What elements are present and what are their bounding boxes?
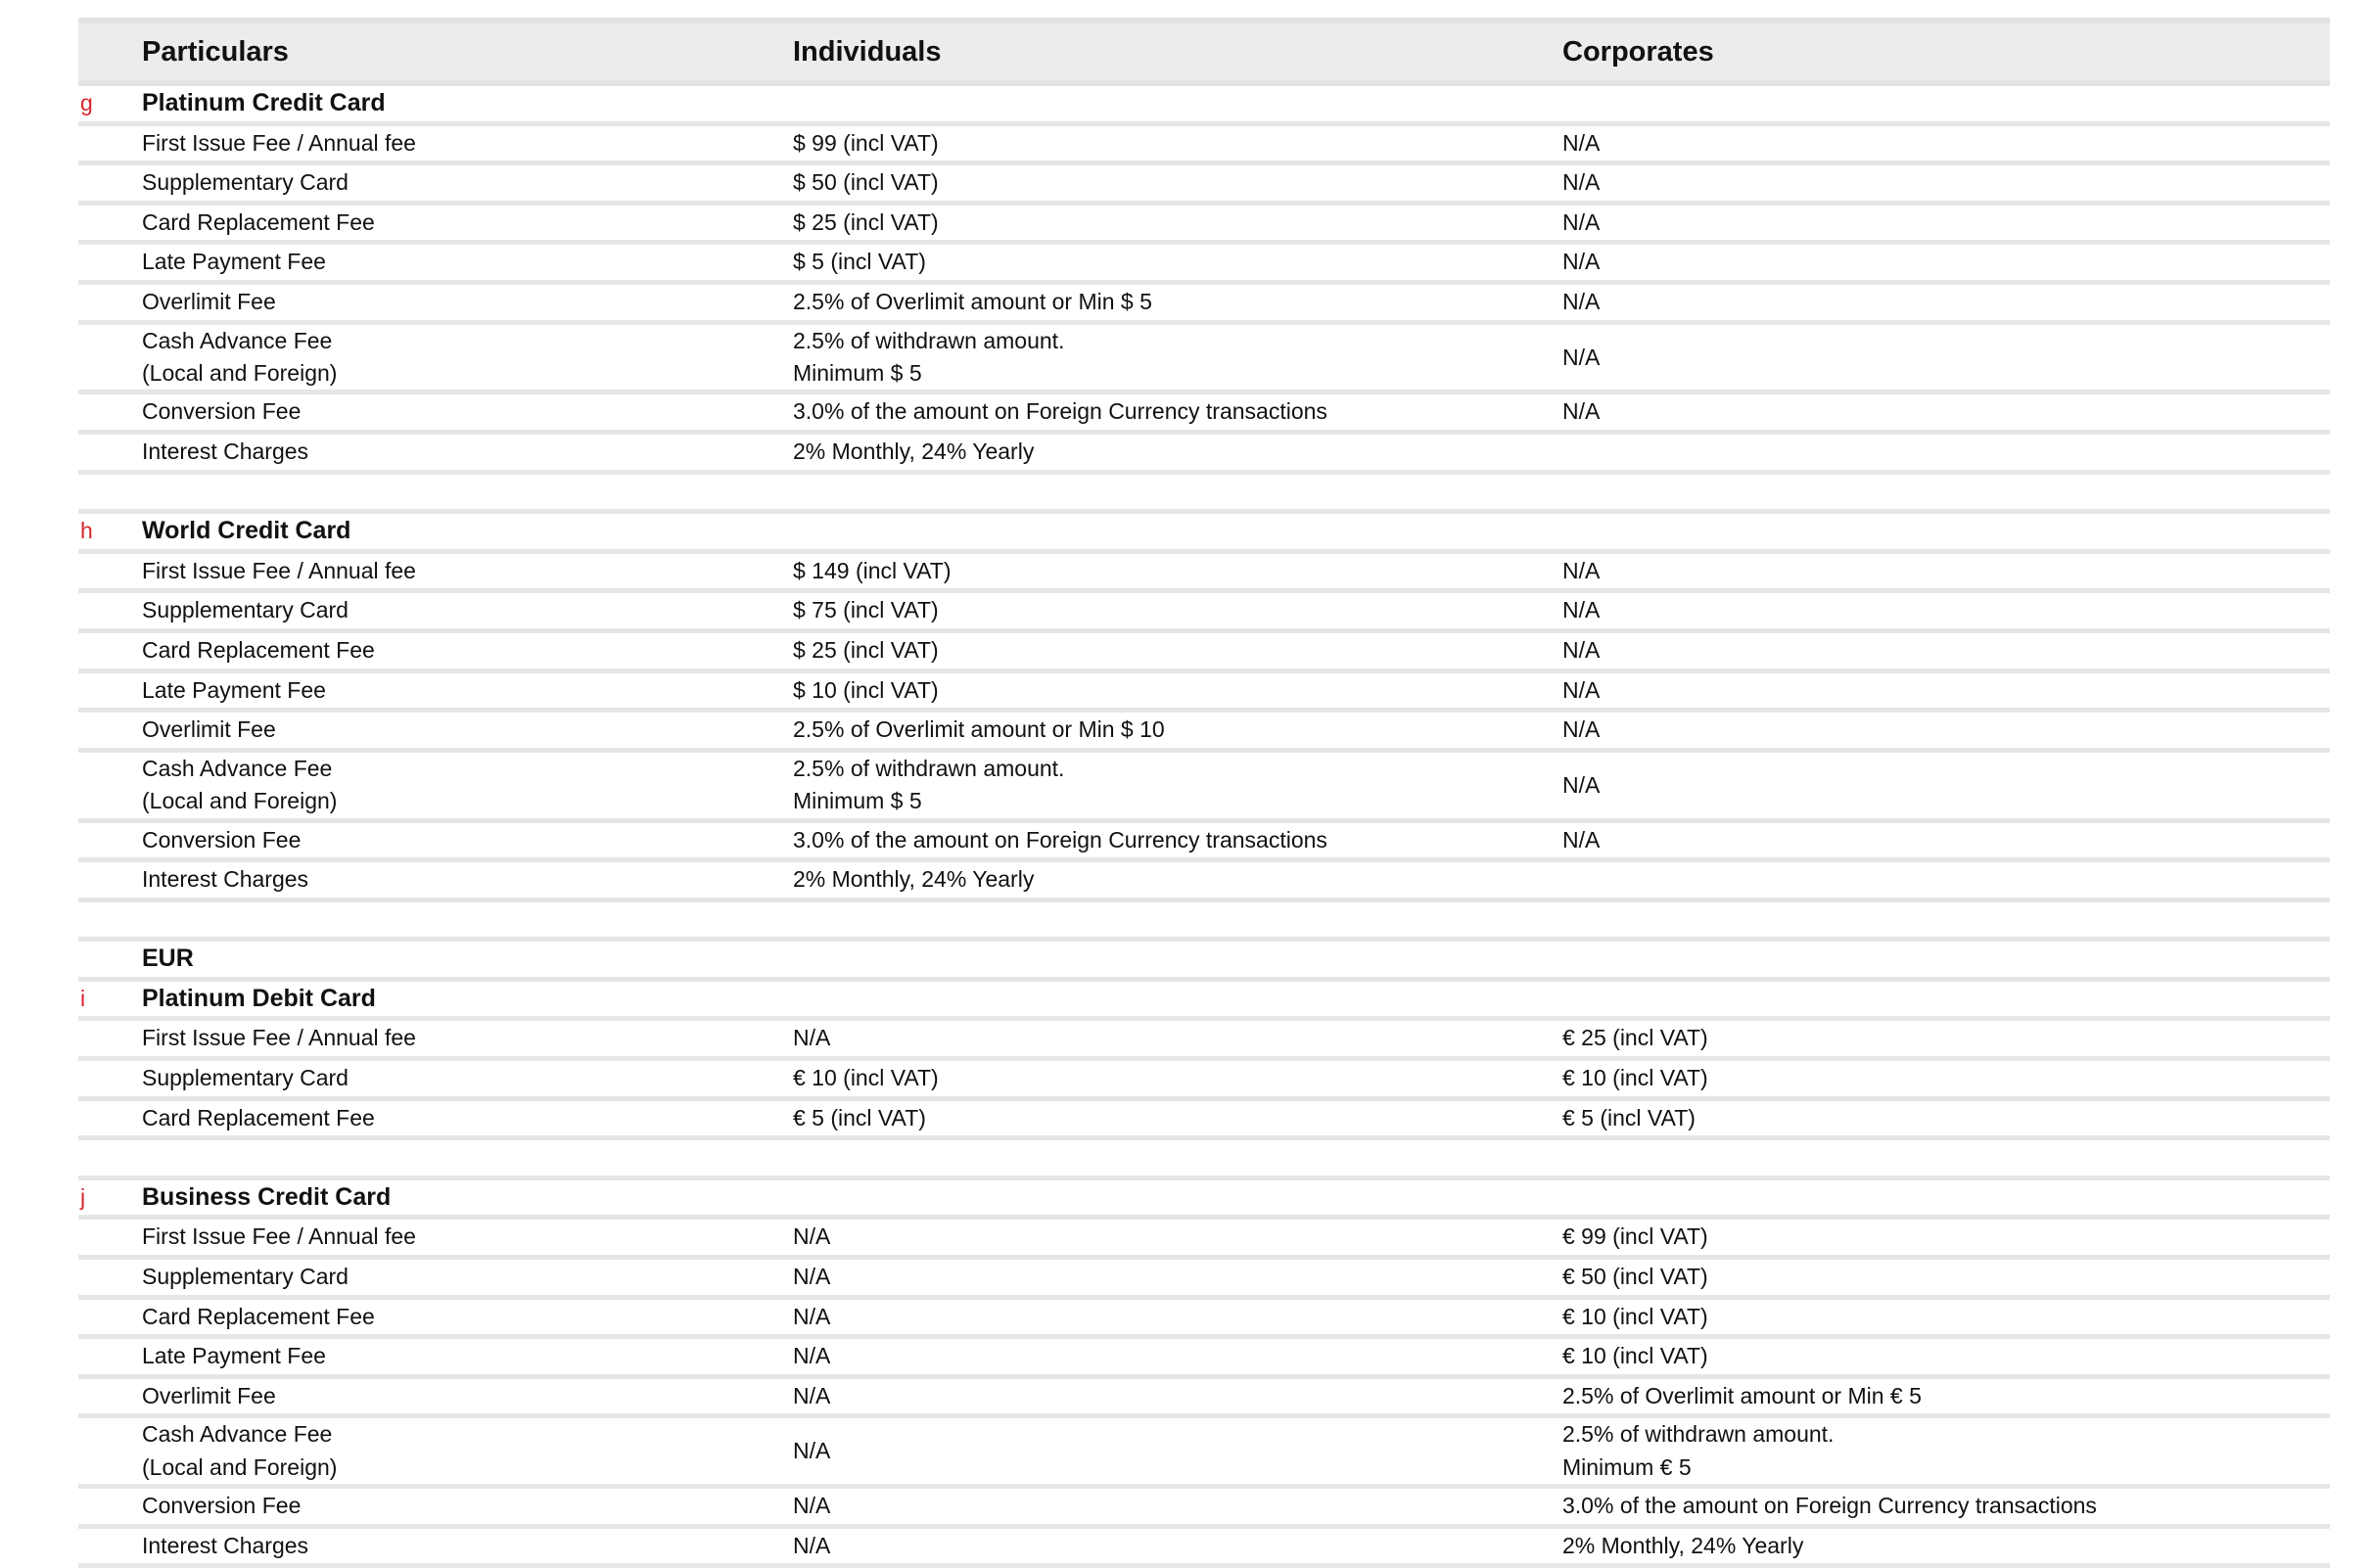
particular-cell-line: Cash Advance Fee bbox=[142, 327, 333, 353]
table-row bbox=[78, 633, 2330, 673]
corporates-cell: N/A bbox=[1562, 636, 1601, 663]
individuals-cell: 2% Monthly, 24% Yearly bbox=[793, 438, 1035, 464]
individuals-cell-line: 2.5% of withdrawn amount. bbox=[793, 327, 1065, 353]
corporates-cell: € 50 (incl VAT) bbox=[1562, 1264, 1708, 1290]
table-row bbox=[78, 1101, 2330, 1141]
table-row bbox=[78, 673, 2330, 714]
section-letter: g bbox=[80, 90, 93, 115]
particular-cell: Conversion Fee bbox=[142, 398, 302, 425]
table-row bbox=[78, 1418, 2330, 1489]
corporates-cell-line: Minimum € 5 bbox=[1562, 1453, 1692, 1480]
particular-cell: Late Payment Fee bbox=[142, 249, 326, 275]
corporates-cell: € 25 (incl VAT) bbox=[1562, 1025, 1708, 1051]
corporates-cell: N/A bbox=[1562, 288, 1601, 314]
particular-cell: Conversion Fee bbox=[142, 1493, 302, 1519]
individuals-cell-line: Minimum $ 5 bbox=[793, 359, 922, 386]
section-letter: j bbox=[80, 1183, 86, 1210]
section-header-row bbox=[78, 942, 2330, 982]
section-header-row bbox=[78, 1180, 2330, 1221]
particular-cell bbox=[142, 753, 827, 818]
individuals-cell: $ 25 (incl VAT) bbox=[793, 636, 939, 663]
table-row bbox=[78, 126, 2330, 166]
particular-cell: Interest Charges bbox=[142, 1532, 309, 1558]
table-row bbox=[78, 435, 2330, 475]
corporates-cell: N/A bbox=[1562, 129, 1601, 156]
corporates-cell: N/A bbox=[1562, 398, 1601, 425]
corporates-cell: € 5 (incl VAT) bbox=[1562, 1104, 1696, 1130]
particular-cell: Interest Charges bbox=[142, 438, 309, 464]
individuals-cell: N/A bbox=[793, 1223, 831, 1250]
section-title: EUR bbox=[142, 945, 194, 973]
individuals-cell: 3.0% of the amount on Foreign Currency transactions bbox=[793, 826, 1327, 853]
corporates-cell: N/A bbox=[1562, 771, 1601, 798]
particular-cell: First Issue Fee / Annual fee bbox=[142, 129, 416, 156]
table-row bbox=[78, 593, 2330, 633]
particular-cell: Card Replacement Fee bbox=[142, 1303, 375, 1329]
section-header-row bbox=[78, 982, 2330, 1022]
individuals-cell bbox=[793, 325, 1537, 391]
particular-cell: Overlimit Fee bbox=[142, 288, 276, 314]
individuals-cell-line: Minimum $ 5 bbox=[793, 788, 922, 814]
table-row bbox=[78, 1260, 2330, 1300]
individuals-cell-line: 2.5% of withdrawn amount. bbox=[793, 755, 1065, 781]
table-row bbox=[78, 862, 2330, 902]
particular-cell: Supplementary Card bbox=[142, 1264, 349, 1290]
table-row bbox=[78, 1339, 2330, 1379]
individuals-cell: N/A bbox=[793, 1493, 831, 1519]
particular-cell: Conversion Fee bbox=[142, 826, 302, 853]
spacer-row bbox=[78, 475, 2330, 515]
particular-cell: Late Payment Fee bbox=[142, 676, 326, 703]
spacer-row bbox=[78, 902, 2330, 943]
spacer-row bbox=[78, 1140, 2330, 1180]
individuals-cell bbox=[793, 753, 1537, 818]
corporates-cell: N/A bbox=[1562, 597, 1601, 623]
individuals-cell: N/A bbox=[793, 1343, 831, 1369]
header-corporates: Corporates bbox=[1562, 36, 1714, 68]
section-title: Business Credit Card bbox=[142, 1182, 392, 1211]
individuals-cell: $ 99 (incl VAT) bbox=[793, 129, 939, 156]
section-header-row bbox=[78, 86, 2330, 126]
table-row bbox=[78, 823, 2330, 863]
individuals-cell: $ 149 (incl VAT) bbox=[793, 557, 952, 583]
corporates-cell: N/A bbox=[1562, 249, 1601, 275]
table-row bbox=[78, 753, 2330, 823]
corporates-cell: N/A bbox=[1562, 676, 1601, 703]
particular-cell: Late Payment Fee bbox=[142, 1343, 326, 1369]
fee-table bbox=[78, 18, 2330, 1568]
particular-cell: Overlimit Fee bbox=[142, 1382, 276, 1408]
corporates-cell: € 10 (incl VAT) bbox=[1562, 1303, 1708, 1329]
particular-cell-line: (Local and Foreign) bbox=[142, 1453, 338, 1480]
particular-cell: First Issue Fee / Annual fee bbox=[142, 1025, 416, 1051]
particular-cell-line: Cash Advance Fee bbox=[142, 755, 333, 781]
individuals-cell: N/A bbox=[793, 1264, 831, 1290]
particular-cell-line: (Local and Foreign) bbox=[142, 359, 338, 386]
header-particulars: Particulars bbox=[142, 36, 289, 68]
corporates-cell: N/A bbox=[1562, 208, 1601, 235]
particular-cell: Supplementary Card bbox=[142, 1065, 349, 1091]
particular-cell: Overlimit Fee bbox=[142, 716, 276, 743]
particular-cell bbox=[142, 325, 827, 391]
section-title: Platinum Credit Card bbox=[142, 89, 386, 116]
table-row bbox=[78, 1489, 2330, 1529]
table-row bbox=[78, 554, 2330, 594]
particular-cell: Card Replacement Fee bbox=[142, 636, 375, 663]
table-row bbox=[78, 285, 2330, 325]
individuals-cell: $ 25 (incl VAT) bbox=[793, 208, 939, 235]
corporates-cell: € 10 (incl VAT) bbox=[1562, 1343, 1708, 1369]
individuals-cell: 2.5% of Overlimit amount or Min $ 5 bbox=[793, 288, 1152, 314]
individuals-cell: $ 10 (incl VAT) bbox=[793, 676, 939, 703]
individuals-cell: 2.5% of Overlimit amount or Min $ 10 bbox=[793, 716, 1165, 743]
corporates-cell: N/A bbox=[1562, 557, 1601, 583]
header-individuals: Individuals bbox=[793, 36, 942, 68]
individuals-cell: N/A bbox=[793, 1025, 831, 1051]
particular-cell: Interest Charges bbox=[142, 866, 309, 893]
corporates-cell: N/A bbox=[1562, 826, 1601, 853]
table-row bbox=[78, 1021, 2330, 1061]
table-row bbox=[78, 245, 2330, 285]
table-header-row bbox=[78, 18, 2330, 86]
particular-cell: Supplementary Card bbox=[142, 169, 349, 196]
particular-cell bbox=[142, 1418, 827, 1484]
table-row bbox=[78, 1529, 2330, 1568]
corporates-cell bbox=[1562, 1418, 2326, 1484]
particular-cell-line: Cash Advance Fee bbox=[142, 1421, 333, 1448]
individuals-cell: N/A bbox=[793, 1532, 831, 1558]
table-row bbox=[78, 165, 2330, 206]
particular-cell-line: (Local and Foreign) bbox=[142, 788, 338, 814]
table-row bbox=[78, 713, 2330, 753]
individuals-cell: N/A bbox=[793, 1438, 831, 1464]
corporates-cell: 2% Monthly, 24% Yearly bbox=[1562, 1532, 1804, 1558]
corporates-cell: 2.5% of Overlimit amount or Min € 5 bbox=[1562, 1382, 1922, 1408]
particular-cell: Card Replacement Fee bbox=[142, 1104, 375, 1130]
table-row bbox=[78, 1300, 2330, 1340]
table-row bbox=[78, 206, 2330, 246]
individuals-cell: $ 75 (incl VAT) bbox=[793, 597, 939, 623]
individuals-cell: € 5 (incl VAT) bbox=[793, 1104, 926, 1130]
individuals-cell: N/A bbox=[793, 1303, 831, 1329]
corporates-cell: N/A bbox=[1562, 169, 1601, 196]
corporates-cell: € 99 (incl VAT) bbox=[1562, 1223, 1708, 1250]
corporates-cell-line: 2.5% of withdrawn amount. bbox=[1562, 1421, 1835, 1448]
individuals-cell: $ 5 (incl VAT) bbox=[793, 249, 926, 275]
individuals-cell: $ 50 (incl VAT) bbox=[793, 169, 939, 196]
corporates-cell: N/A bbox=[1562, 716, 1601, 743]
particular-cell: First Issue Fee / Annual fee bbox=[142, 557, 416, 583]
corporates-cell: N/A bbox=[1562, 344, 1601, 370]
section-letter: h bbox=[80, 518, 93, 544]
section-title: Platinum Debit Card bbox=[142, 984, 376, 1012]
individuals-cell: 2% Monthly, 24% Yearly bbox=[793, 866, 1035, 893]
table-row bbox=[78, 394, 2330, 435]
section-letter: i bbox=[80, 985, 86, 1011]
particular-cell: Card Replacement Fee bbox=[142, 208, 375, 235]
table-body bbox=[78, 86, 2330, 1568]
individuals-cell: € 10 (incl VAT) bbox=[793, 1065, 939, 1091]
particular-cell: First Issue Fee / Annual fee bbox=[142, 1223, 416, 1250]
table-row bbox=[78, 1220, 2330, 1260]
corporates-cell: € 10 (incl VAT) bbox=[1562, 1065, 1708, 1091]
table-row bbox=[78, 1061, 2330, 1101]
table-row bbox=[78, 325, 2330, 395]
section-title: World Credit Card bbox=[142, 517, 351, 545]
corporates-cell: 3.0% of the amount on Foreign Currency transactions bbox=[1562, 1493, 2097, 1519]
individuals-cell: N/A bbox=[793, 1382, 831, 1408]
section-header-row bbox=[78, 514, 2330, 554]
individuals-cell: 3.0% of the amount on Foreign Currency transactions bbox=[793, 398, 1327, 425]
particular-cell: Supplementary Card bbox=[142, 597, 349, 623]
table-row bbox=[78, 1379, 2330, 1419]
